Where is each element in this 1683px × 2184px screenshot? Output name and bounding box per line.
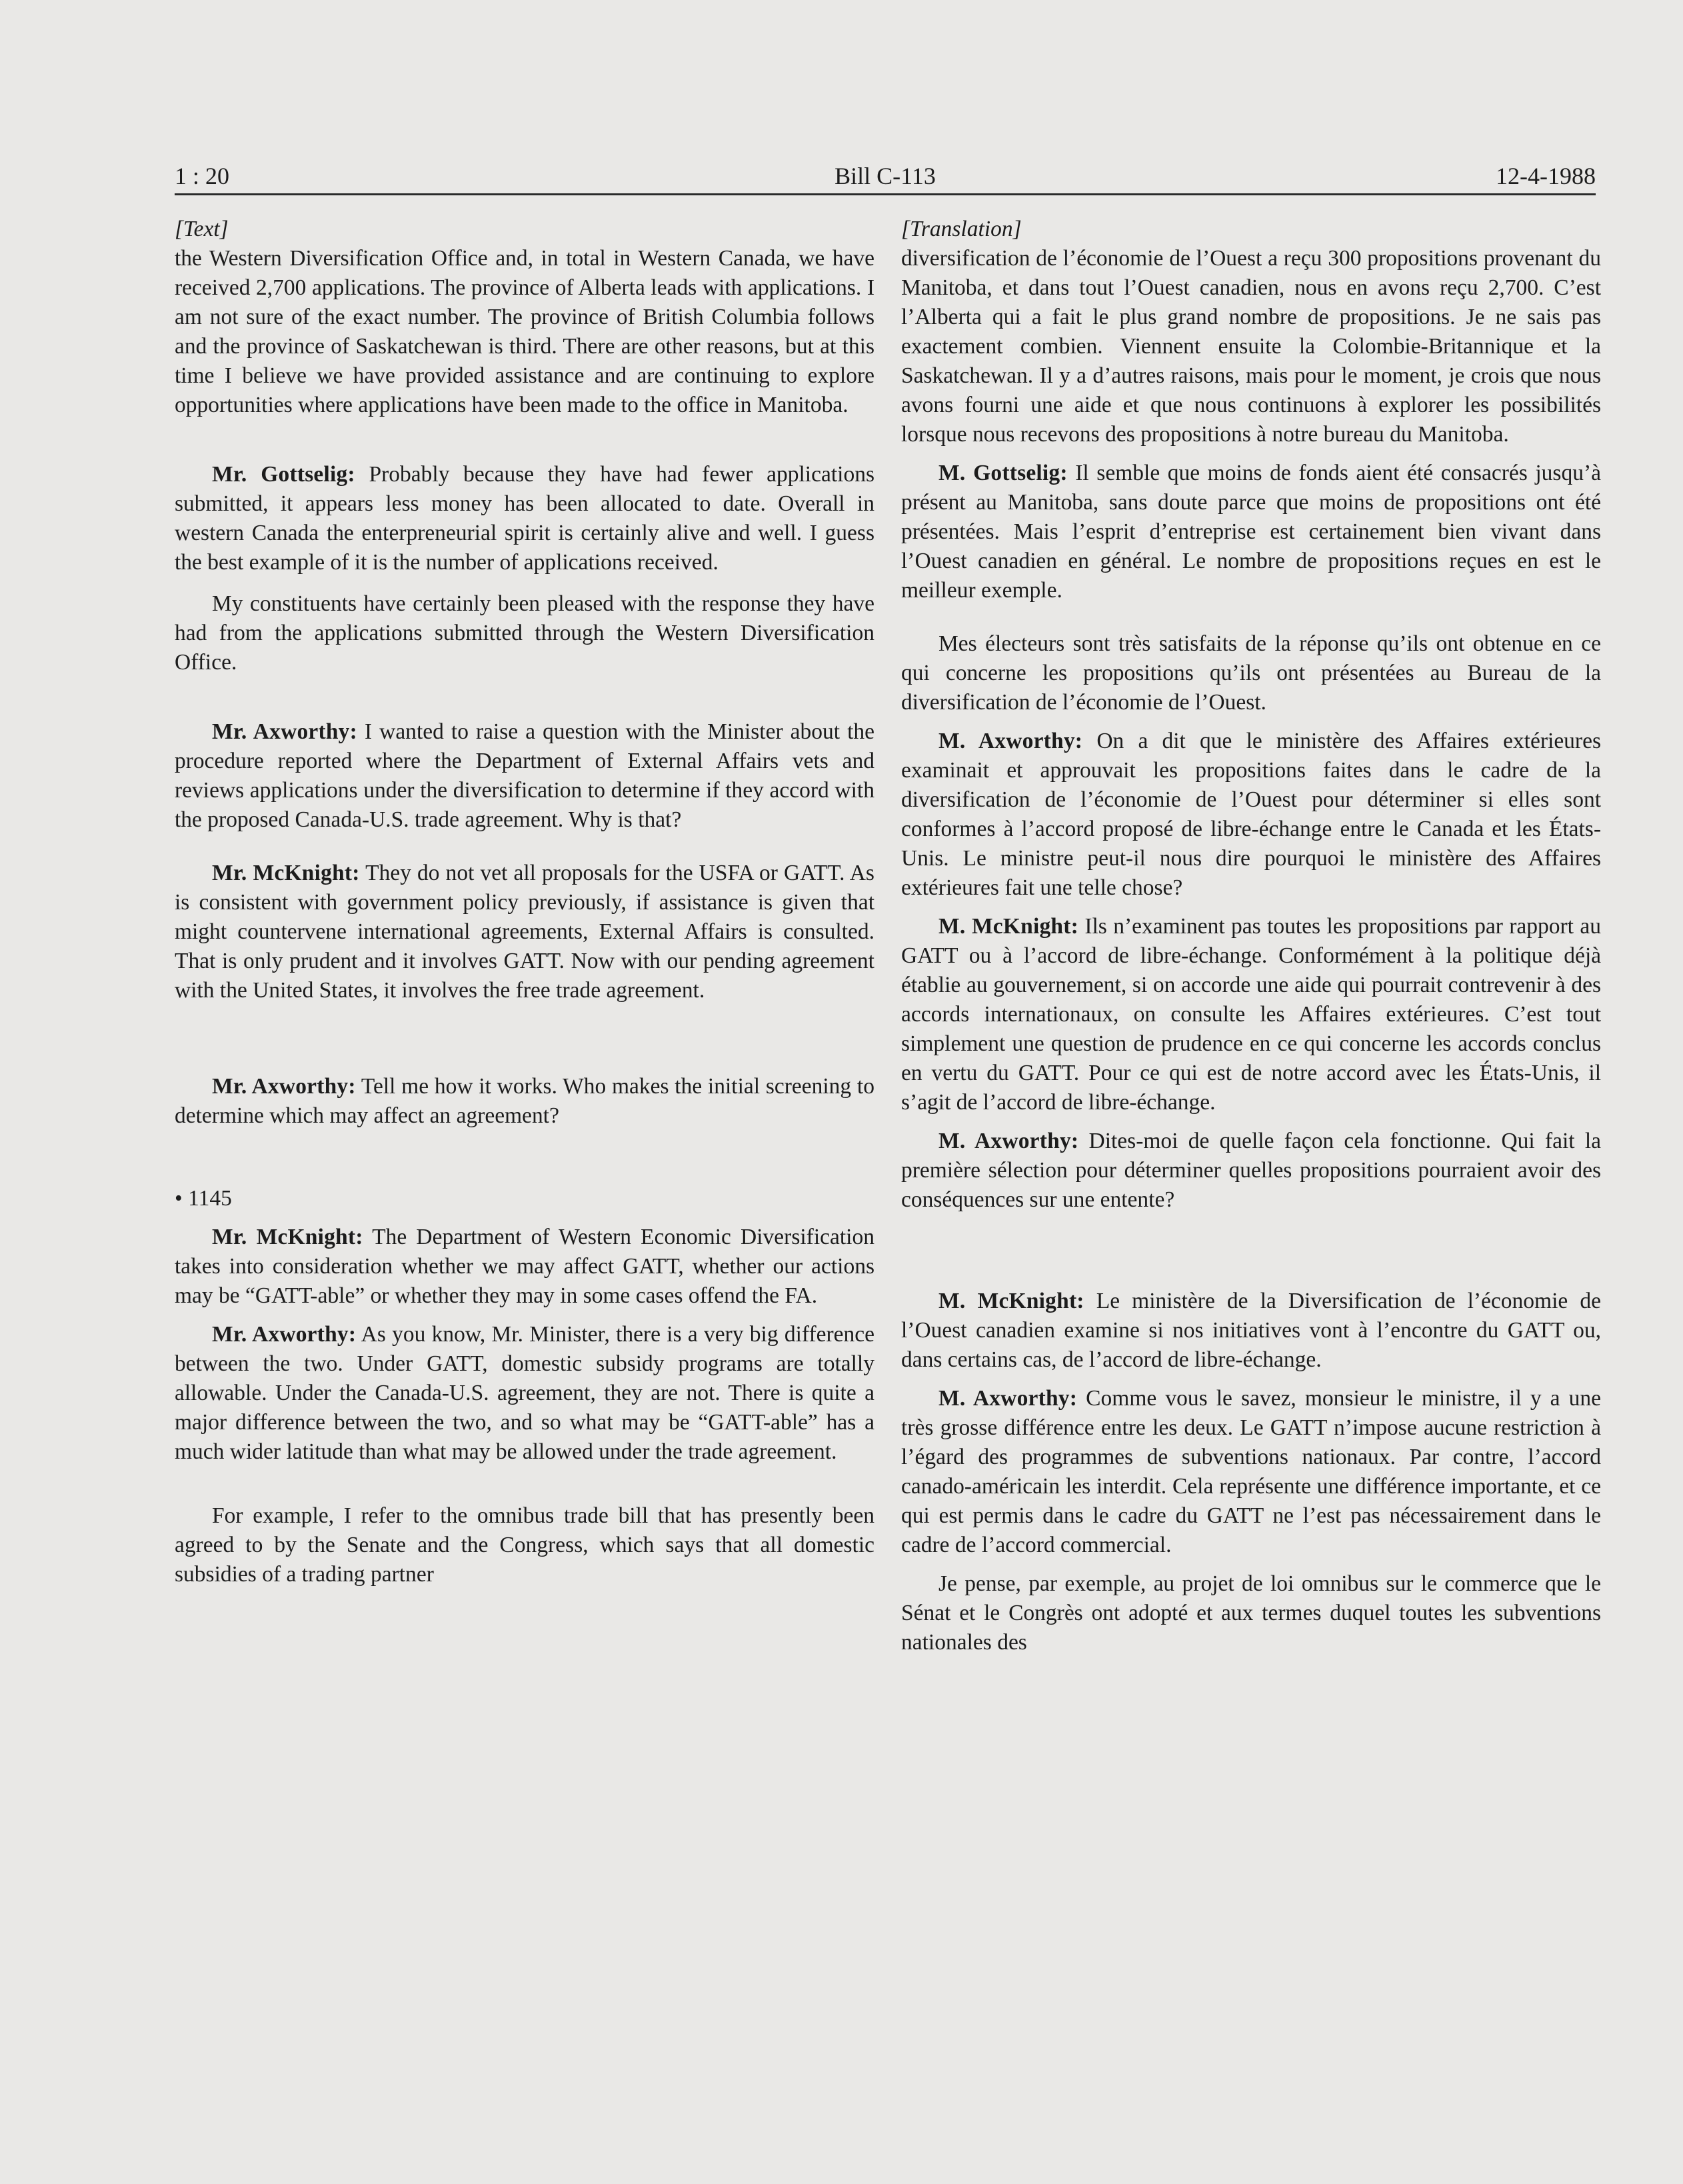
- french-paragraph-9: Je pense, par exemple, au projet de loi omnibus sur le commerce que le Sénat et le Congrès ont adopté et aux termes duquel toutes les subventions nationales des: [901, 1571, 1601, 1655]
- french-column: [901, 215, 1601, 1657]
- speech-text: The Department of Western Economic Diversification takes into consideration whether we may affect GATT, whether our actions may be “GATT-able” or whether they may in some cases offend the FA.: [175, 1225, 874, 1308]
- speaker-name: M. Axworthy:: [938, 729, 1083, 753]
- speech-text: Il semble que moins de fonds aient été consacrés jusqu’à présent au Manitoba, sans doute parce que moins de propositions ont été présentées. Mais l’esprit d’entreprise est certainement bien vivant dans l’Ouest canadien en général. Le nombre de propositions reçues en est le meilleur exemple.: [901, 461, 1601, 603]
- french-paragraph-2: [901, 459, 1601, 605]
- bill-title: Bill C-113: [835, 163, 936, 189]
- speaker-name: Mr. McKnight:: [212, 861, 360, 885]
- speech-text: Comme vous le savez, monsieur le ministre, il y a une très grosse différence entre les deux. Le GATT n’impose aucune restriction à l’égard des programmes de subventions nationaux. Par contre, l’accord canado-américain les interdit. Cela représente une différence importante, et ce qui est permis dans le cadre du GATT ne l’est pas nécessairement dans le cadre de l’accord commercial.: [901, 1386, 1601, 1557]
- english-paragraph-4: [175, 717, 874, 835]
- english-paragraph-3: My constituents have certainly been pleased with the response they have had from the applications submitted through the Western Diversification Office.: [175, 591, 874, 675]
- french-paragraph-3: Mes électeurs sont très satisfaits de la réponse qu’ils ont obtenue en ce qui concerne les propositions qu’ils ont présentées au Bureau de la diversification de l’économie de l’Ouest.: [901, 631, 1601, 715]
- speaker-name: Mr. McKnight:: [212, 1225, 363, 1249]
- french-paragraph-6: [901, 1127, 1601, 1215]
- speech-text: As you know, Mr. Minister, there is a very big difference between the two. Under GATT, domestic subsidy programs are totally allowable. Under the Canada-U.S. agreement, they are not. There is quite a major difference between the two, and so what may be “GATT-able” has a much wider latitude than what may be allowed under the trade agreement.: [175, 1322, 874, 1464]
- time-marker: • 1145: [175, 1186, 232, 1211]
- speech-text: They do not vet all proposals for the USFA or GATT. As is consistent with government policy previously, if assistance is given that might countervene international agreements, External Affairs is consulted. That is only prudent and it involves GATT. Now with our pending agreement with the United States, it involves the free trade agreement.: [175, 861, 874, 1003]
- english-paragraph-5: [175, 859, 874, 1005]
- page-header: [175, 157, 1596, 195]
- speaker-name: M. McKnight:: [938, 1289, 1084, 1313]
- speaker-name: Mr. Gottselig:: [212, 462, 355, 487]
- french-column-label: [Translation]: [901, 217, 1022, 241]
- speech-text: Probably because they have had fewer applications submitted, it appears less money has been allocated to date. Overall in western Canada the enterpreneurial spirit is certainly alive and well. I guess the best example of it is the number of applications received.: [175, 462, 875, 575]
- header-date: 12-4-1988: [1496, 163, 1596, 189]
- english-paragraph-9: For example, I refer to the omnibus trade bill that has presently been agreed to by the Senate and the Congress, which says that all domestic subsidies of a trading partner: [175, 1503, 874, 1587]
- header-rule: [175, 193, 1596, 195]
- english-paragraph-2: [175, 460, 874, 577]
- speech-text: Tell me how it works. Who makes the initial screening to determine which may affect an agreement?: [175, 1074, 874, 1128]
- speech-text: Dites-moi de quelle façon cela fonctionne. Qui fait la première sélection pour déterminer quelles propositions pourraient avoir des conséquences sur une entente?: [901, 1129, 1601, 1212]
- french-paragraph-4: [901, 727, 1601, 903]
- english-paragraph-6: [175, 1072, 874, 1131]
- english-paragraph-7: [175, 1223, 874, 1311]
- english-paragraph-8: [175, 1320, 874, 1467]
- french-paragraph-8: [901, 1384, 1601, 1560]
- french-paragraph-1: diversification de l’économie de l’Ouest a reçu 300 propositions provenant du Manitoba, et dans tout l’Ouest canadien, nous en avons reçu 2,700. C’est l’Alberta qui a fait le plus grand nombre de propositions. Je ne sais pas exactement combien. Viennent ensuite la Colombie-Britannique et la Saskatchewan. Il y a d’autres raisons, mais pour le moment, je crois que nous avons fourni une aide et que nous continuons à explorer les possibilités lorsque nous recevons des propositions à notre bureau du Manitoba.: [901, 246, 1601, 447]
- speech-text: Ils n’examinent pas toutes les propositions par rapport au GATT ou à l’accord de libre-échange. Conformément à la politique déjà établie au gouvernement, si on accorde une aide qui pourrait contrevenir à des accords internationaux, on consulte les Affaires extérieures. C’est tout simplement une question de prudence en ce qui concerne les accords conclus en vertu du GATT. Pour ce qui est de notre accord avec les États-Unis, il s’agit de l’accord de libre-échange.: [901, 914, 1601, 1115]
- french-paragraph-5: [901, 912, 1601, 1117]
- speaker-name: Mr. Axworthy:: [212, 1074, 356, 1099]
- english-column-label: [Text]: [175, 217, 229, 241]
- english-column: [175, 215, 874, 1589]
- speech-text: I wanted to raise a question with the Minister about the procedure reported where the Department of External Affairs vets and reviews applications under the diversification to determine if they accord with the proposed Canada-U.S. trade agreement. Why is that?: [175, 719, 874, 832]
- speaker-name: M. Axworthy:: [938, 1386, 1078, 1411]
- english-paragraph-1: the Western Diversification Office and, in total in Western Canada, we have received 2,700 applications. The province of Alberta leads with applications. I am not sure of the exact number. The province of British Columbia follows and the province of Saskatchewan is third. There are other reasons, but at this time I believe we have provided assistance and are continuing to explore opportunities where applications have been made to the office in Manitoba.: [175, 246, 874, 417]
- speaker-name: M. McKnight:: [938, 914, 1078, 939]
- speech-text: Le ministère de la Diversification de l’économie de l’Ouest canadien examine si nos initiatives vont à l’encontre du GATT ou, dans certains cas, de l’accord de libre-échange.: [901, 1289, 1601, 1372]
- speaker-name: M. Axworthy:: [938, 1129, 1079, 1153]
- speaker-name: M. Gottselig:: [938, 461, 1068, 485]
- speech-text: On a dit que le ministère des Affaires extérieures examinait et approuvait les propositions faites dans le cadre de la diversification de l’économie de l’Ouest pour déterminer si elles sont conformes à l’accord proposé de libre-échange entre le Canada et les États-Unis. Le ministre peut-il nous dire pourquoi le ministère des Affaires extérieures fait une telle chose?: [901, 729, 1601, 900]
- page-reference: 1 : 20: [175, 163, 230, 189]
- speaker-name: Mr. Axworthy:: [212, 719, 357, 744]
- french-paragraph-7: [901, 1287, 1601, 1375]
- speaker-name: Mr. Axworthy:: [212, 1322, 357, 1347]
